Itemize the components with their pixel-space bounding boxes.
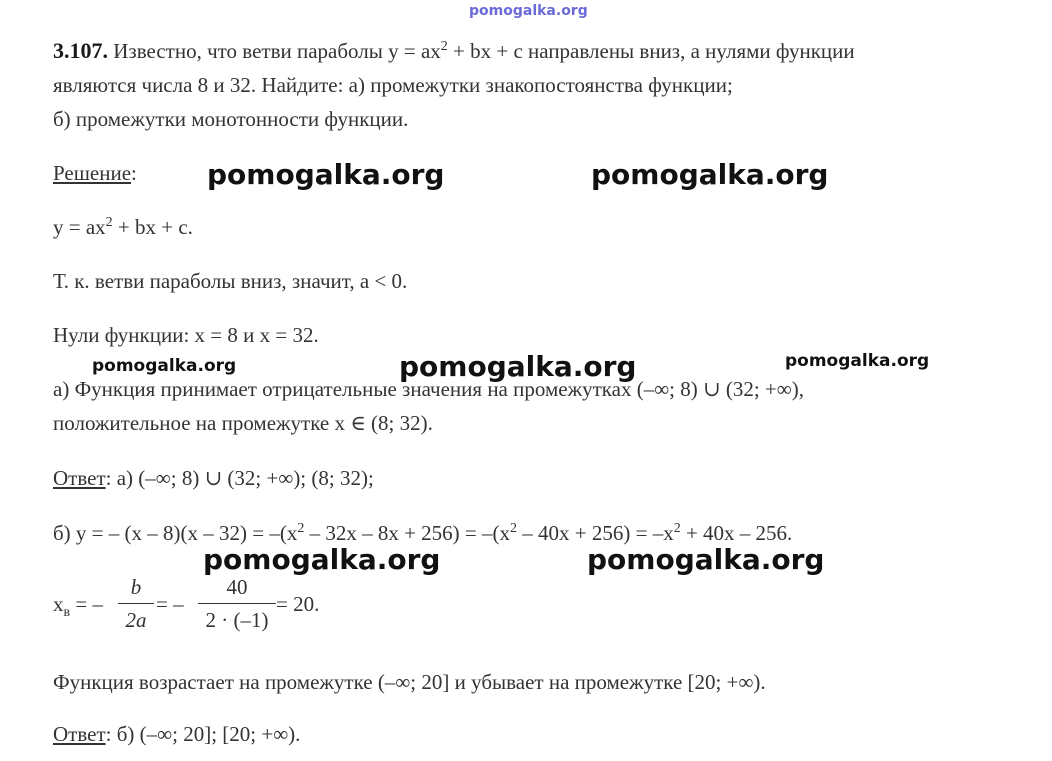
problem-sup: 2 [440, 39, 448, 54]
watermark-top: pomogalka.org [469, 3, 588, 19]
eq1-b: + bx + c. [112, 215, 193, 239]
monotone-line: Функция возрастает на промежутке (–∞; 20] и убывает на промежутке [20; +∞). [53, 670, 766, 694]
eq1-a: y = ax [53, 215, 106, 239]
part-a-line-2: положительное на промежутке x ∈ (8; 32). [53, 411, 433, 435]
watermark-6: pomogalka.org [203, 543, 441, 576]
solution-heading [53, 160, 137, 186]
xv-symbol: x [53, 592, 64, 616]
eq1-sup: 2 [105, 215, 113, 230]
watermark-1: pomogalka.org [207, 158, 445, 191]
problem-text-1b: + bx + c направлены вниз, а нулями функции [447, 39, 855, 63]
vertex-x-label [53, 591, 103, 620]
fraction-b-over-2a [118, 574, 154, 633]
line-zeros: Нули функции: x = 8 и x = 32. [53, 323, 319, 347]
part-b-seg-3: – 40x + 256) = –x [517, 521, 674, 545]
xv-sub: в [63, 605, 71, 620]
equation-general [53, 214, 193, 240]
part-b-seg-2: – 32x – 8x + 256) = –(x [304, 521, 511, 545]
answer-b-label: Ответ [53, 722, 106, 746]
solution-heading-text: Решение [53, 161, 132, 185]
answer-a-text: : а) (–∞; 8) ∪ (32; +∞); (8; 32); [105, 466, 374, 490]
problem-line-2: являются числа 8 и 32. Найдите: а) промежутки знакопостоянства функции; [53, 73, 733, 97]
part-b-sup-1: 2 [297, 521, 305, 536]
answer-a [53, 465, 374, 491]
watermark-3: pomogalka.org [92, 356, 237, 376]
frac2-numerator: 40 [226, 575, 248, 599]
frac2-denominator: 2 · (–1) [205, 608, 269, 632]
eq-result-wrap [276, 591, 319, 617]
watermark-7: pomogalka.org [587, 543, 825, 576]
watermark-2: pomogalka.org [591, 158, 829, 191]
part-b-seg-4: + 40x – 256. [680, 521, 793, 545]
line-branches: Т. к. ветви параболы вниз, значит, a < 0. [53, 269, 408, 293]
part-b-seg-1: б) y = – (x – 8)(x – 32) = –(x [53, 521, 298, 545]
watermark-4: pomogalka.org [399, 350, 637, 383]
problem-text-1a: Известно, что ветви параболы y = ax [113, 39, 441, 63]
part-b-sup-3: 2 [673, 521, 681, 536]
answer-a-label: Ответ [53, 466, 106, 490]
frac1-bar [118, 603, 154, 604]
problem-line-3: б) промежутки монотонности функции. [53, 107, 409, 131]
part-a-line-1: а) Функция принимает отрицательные значения на промежутках (–∞; 8) ∪ (32; +∞), [53, 377, 804, 401]
watermark-5: pomogalka.org [785, 351, 930, 371]
eq-minus-2: = – [156, 592, 184, 616]
frac2-bar [198, 603, 276, 604]
problem-number: 3.107. [53, 38, 108, 63]
eq-result: = 20. [276, 592, 320, 616]
answer-b [53, 721, 300, 747]
frac1-denominator: 2a [125, 608, 147, 632]
solution-heading-colon: : [131, 161, 137, 185]
frac1-numerator: b [130, 575, 142, 599]
problem-line-1 [53, 38, 855, 64]
answer-b-text: : б) (–∞; 20]; [20; +∞). [105, 722, 301, 746]
part-b-sup-2: 2 [510, 521, 518, 536]
eq-minus-1: = – [70, 592, 103, 616]
eq-minus-2-wrap [156, 591, 184, 617]
fraction-40-over [198, 574, 276, 633]
